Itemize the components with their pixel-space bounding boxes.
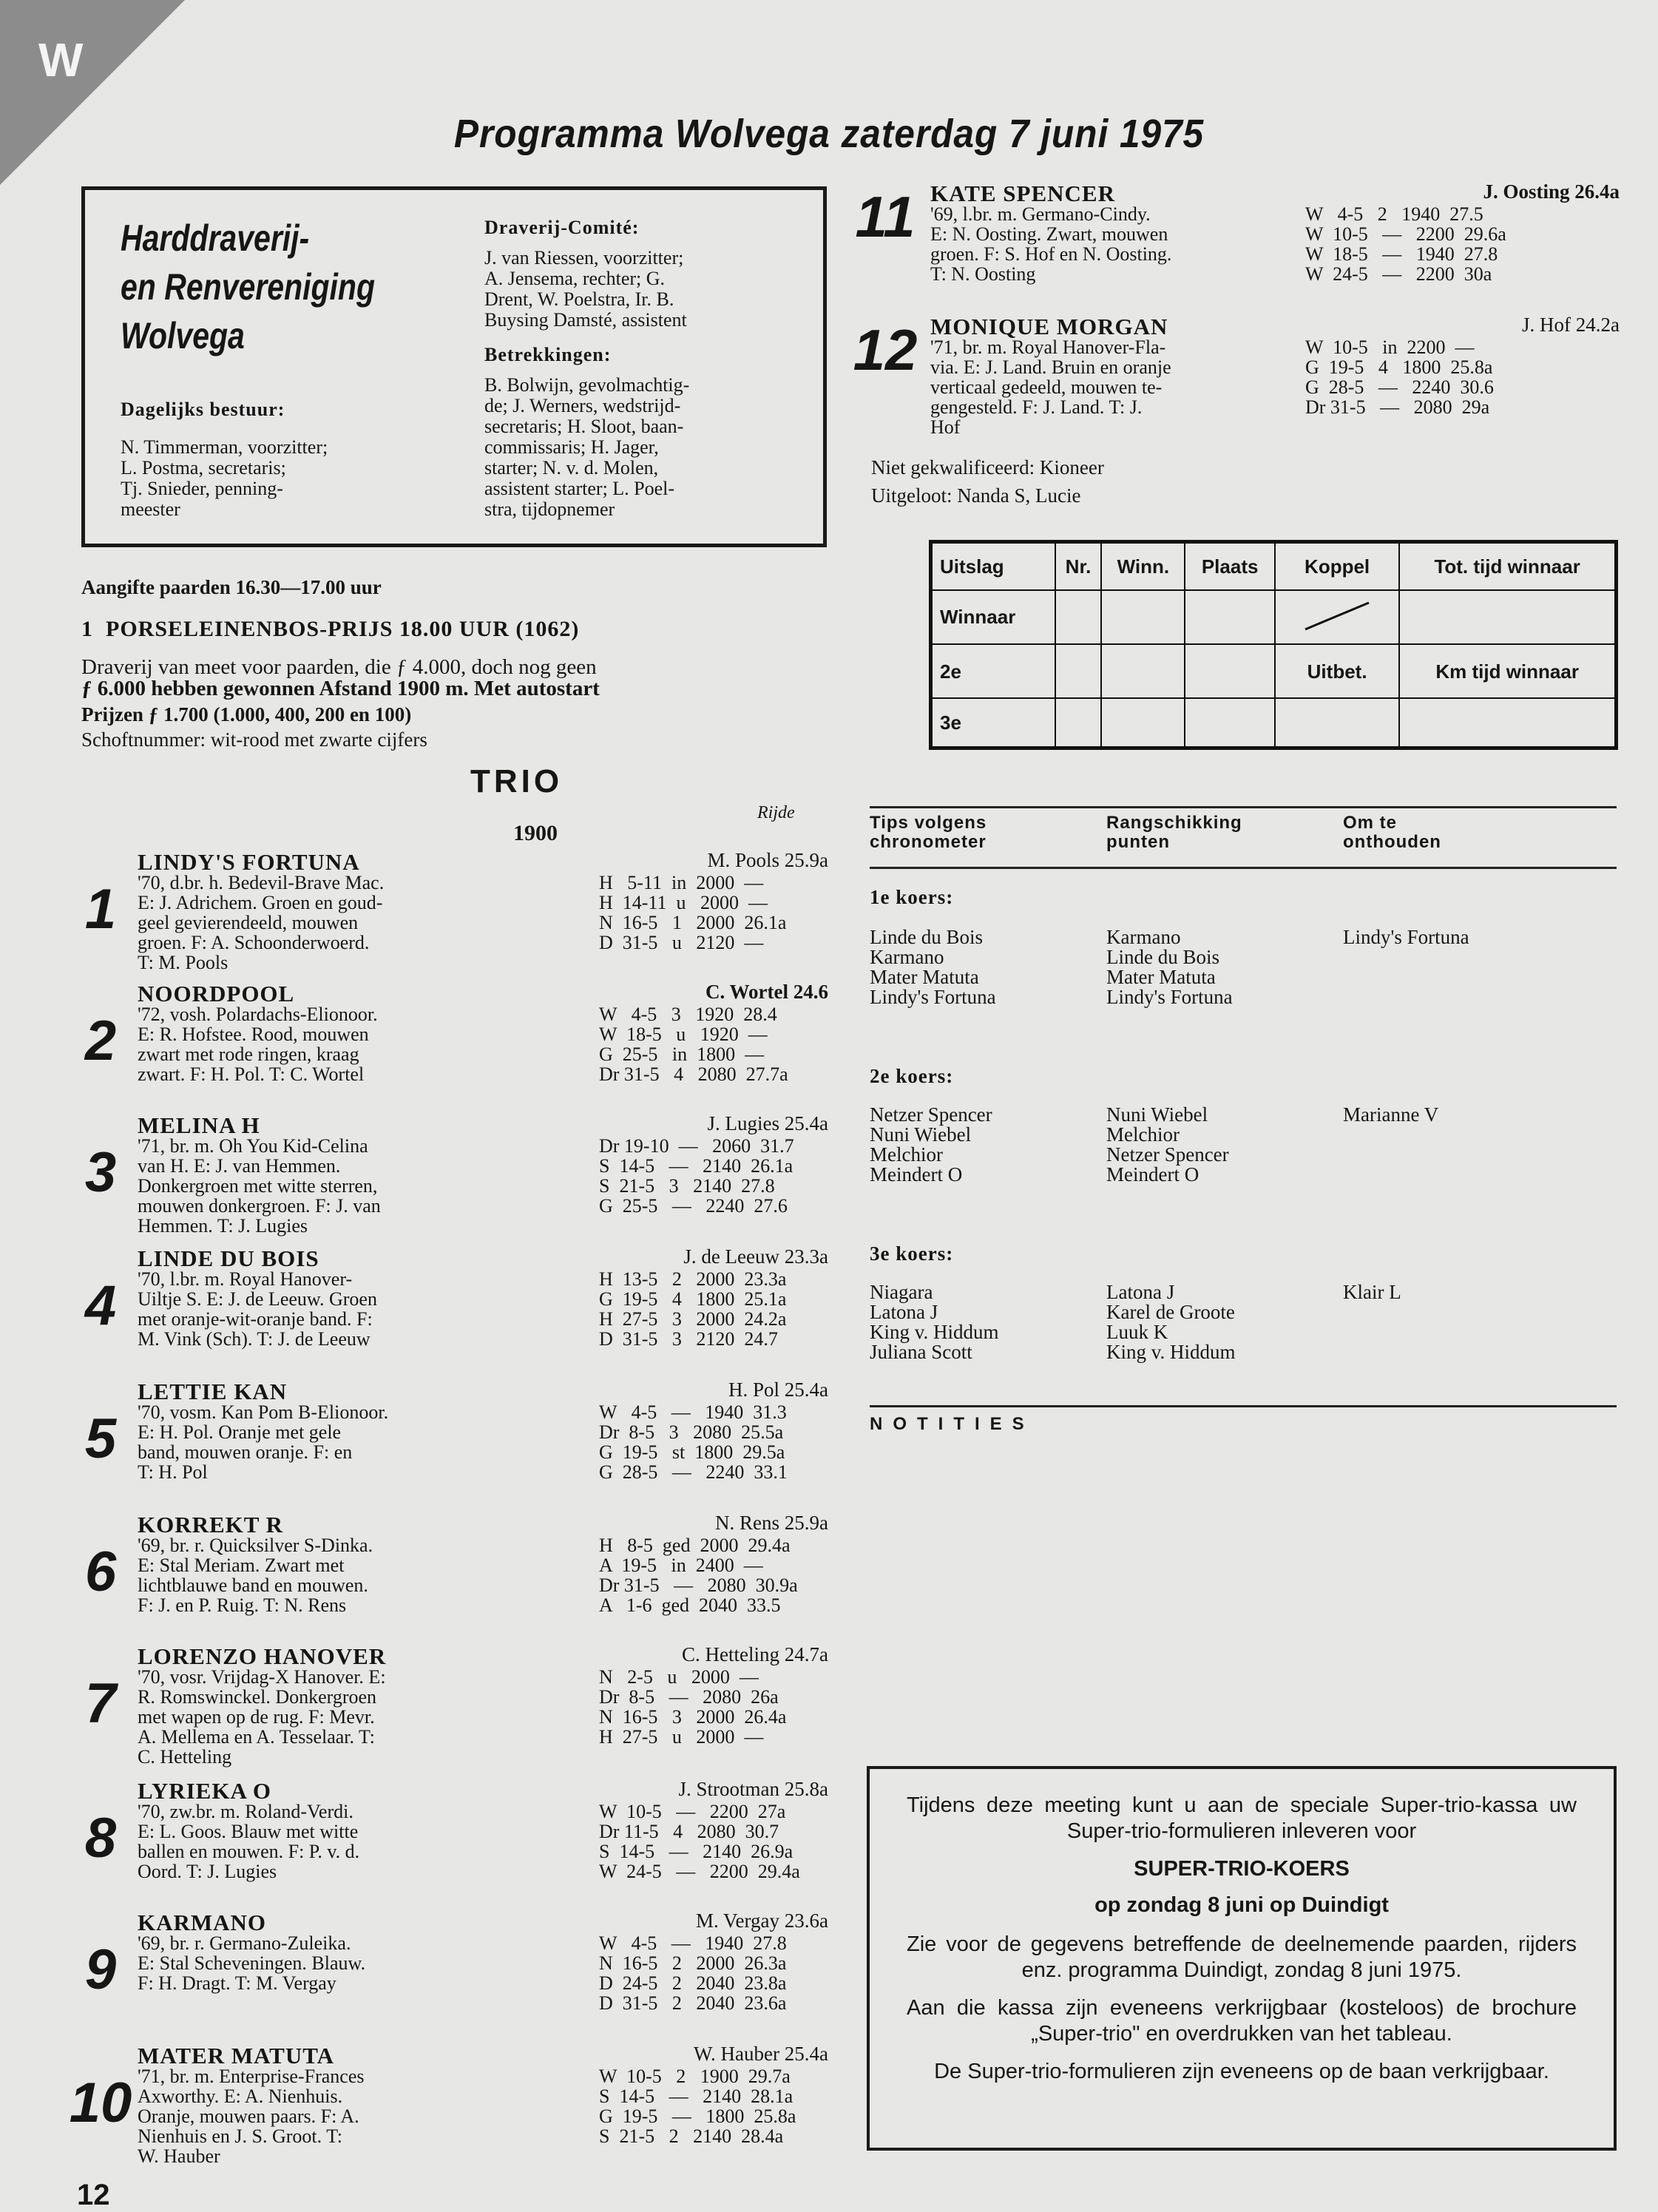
table-cell[interactable] (1055, 644, 1102, 698)
driver-record: J. Hof 24.2a (1522, 314, 1620, 336)
recent-form: H 8-5 ged 2000 29.4a A 19-5 in 2400 — Dr 31-5 — 2080 30.9a A 1-6 ged 2040 33.5 (599, 1535, 798, 1616)
tips-remember: Klair L (1343, 1281, 1401, 1303)
riders-label: Rijde (757, 803, 795, 822)
horse-description: '69, br. r. Germano-Zuleika. E: Stal Scheveningen. Blauw. F: H. Dragt. T: M. Vergay (138, 1932, 366, 1994)
tips-remember: Marianne V (1343, 1103, 1439, 1126)
daily-board-heading: Dagelijks bestuur: (121, 399, 285, 420)
entry-number: 3 (84, 1141, 117, 1204)
driver-record: J. Lugies 25.4a (707, 1112, 828, 1134)
horse-name: LINDE DU BOIS (138, 1245, 319, 1271)
association-box (81, 186, 827, 547)
saddlecloth-info: Schoftnummer: wit-rood met zwarte cijfers (81, 728, 427, 751)
page-title: Programma Wolvega zaterdag 7 juni 1975 (453, 112, 1205, 156)
table-cell[interactable] (1399, 590, 1616, 644)
entry-number: 11 (855, 184, 916, 249)
recent-form: W 4-5 2 1940 27.5 W 10-5 — 2200 29.6a W 18-5 — 1940 27.8 W 24-5 — 2200 30a (1305, 203, 1506, 285)
tips-chronometer-heading: Tips volgens chronometer (870, 813, 987, 852)
race-title: 1 PORSELEINENBOS-PRIJS 18.00 UUR (1062) (81, 617, 580, 641)
notice-subheading: op zondag 8 juni op Duindigt (1094, 1893, 1389, 1917)
horse-name: MATER MATUTA (138, 2043, 335, 2069)
horse-name: MONIQUE MORGAN (930, 314, 1168, 339)
entry-number: 12 (853, 317, 918, 382)
race-tips-heading: 3e koers: (870, 1242, 954, 1265)
association-name-line: Wolvega (121, 315, 245, 356)
horse-description: '71, br. m. Enterprise-Frances Axworthy. E: A. Nienhuis. Oranje, mouwen paars. F: A. Nienhuis en J. S. Groot. T: W. Hauber (138, 2066, 365, 2167)
driver-record: C. Hetteling 24.7a (682, 1643, 828, 1665)
association-name-line: en Renvereniging (121, 266, 376, 308)
table-label: Uitbet. (1275, 644, 1399, 698)
recent-form: W 4-5 — 1940 27.8 N 16-5 2 2000 26.3a D 24-5 2 2040 23.8a D 31-5 2 2040 23.6a (599, 1932, 787, 2014)
driver-record: M. Pools 25.9a (707, 849, 828, 871)
daily-board: N. Timmerman, voorzitter; L. Postma, secretaris; Tj. Snieder, penning- meester (121, 436, 328, 520)
bet-type: TRIO (470, 763, 564, 799)
corner-tab (0, 0, 185, 185)
entry-number: 8 (84, 1807, 117, 1870)
tips-remember: Lindy's Fortuna (1343, 926, 1469, 948)
row-label: 3e (931, 698, 1055, 748)
recent-form: W 4-5 3 1920 28.4 W 18-5 u 1920 — G 25-5 in 1800 — Dr 31-5 4 2080 27.7a (599, 1004, 788, 1085)
race-tips-heading: 1e koers: (870, 886, 954, 908)
committee: J. van Riessen, voorzitter; A. Jensema, rechter; G. Drent, W. Poelstra, Ir. B. Buysing Damsté, assistent (484, 247, 687, 331)
table-label: Km tijd winnaar (1399, 644, 1616, 698)
entry-number: 5 (84, 1407, 117, 1470)
horse-description: '70, vosr. Vrijdag-X Hanover. E: R. Romswinckel. Donkergroen met wapen op de rug. F: Mevr. A. Mellema en A. Tesselaar. T: C. Hetteling (138, 1666, 386, 1768)
entry-number: 2 (84, 1009, 117, 1072)
table-header: Uitslag (931, 542, 1055, 590)
table-header: Koppel (1275, 542, 1399, 590)
table-cell[interactable] (1275, 698, 1399, 748)
notice-paragraph: Zie voor de gegevens betreffende de deelnemende paarden, rijders enz. programma Duindigt, zondag 8 juni 1975. (907, 1932, 1577, 1982)
horse-name: KARMANO (138, 1910, 267, 1935)
tips-points-heading: Rangschikking punten (1106, 813, 1242, 852)
race-prizes: Prijzen ƒ 1.700 (1.000, 400, 200 en 100) (81, 703, 412, 726)
horse-description: '71, br. m. Royal Hanover-Fla- via. E: J. Land. Bruin en oranje verticaal gedeeld, mouwen te- gengesteld. F: J. Land. T: J. Hof (930, 336, 1171, 438)
race-distance: 1900 (513, 821, 558, 845)
divider (870, 806, 1617, 808)
table-cell[interactable] (1055, 698, 1102, 748)
recent-form: H 5-11 in 2000 — H 14-11 u 2000 — N 16-5 1 2000 26.1a D 31-5 u 2120 — (599, 872, 787, 953)
horse-name: LETTIE KAN (138, 1379, 288, 1404)
horse-description: '70, l.br. m. Royal Hanover- Uiltje S. E: J. de Leeuw. Groen met oranje-wit-oranje band. F: M. Vink (Sch). T: J. de Leeuw (138, 1268, 377, 1350)
recent-form: W 10-5 — 2200 27a Dr 11-5 4 2080 30.7 S 14-5 — 2140 26.9a W 24-5 — 2200 29.4a (599, 1801, 800, 1882)
driver-record: W. Hauber 25.4a (694, 2043, 828, 2065)
horse-description: '71, br. m. Oh You Kid-Celina van H. E: J. van Hemmen. Donkergroen met witte sterren, mouwen donkergroen. F: J. van Hemmen. T: J. Lugies (138, 1135, 381, 1237)
horse-name: LYRIEKA O (138, 1778, 271, 1804)
tips-points: Nuni Wiebel Melchior Netzer Spencer Meindert O (1106, 1103, 1229, 1186)
tips-points: Latona J Karel de Groote Luuk K King v. Hiddum (1106, 1281, 1236, 1363)
notice-heading: SUPER-TRIO-KOERS (1134, 1857, 1350, 1881)
row-label: 2e (931, 644, 1055, 698)
table-cell[interactable] (1101, 590, 1185, 644)
horse-description: '72, vosh. Polardachs-Elionoor. E: R. Hofstee. Rood, mouwen zwart met rode ringen, kraag zwart. F: H. Pol. T: C. Wortel (138, 1004, 378, 1085)
entry-number: 10 (69, 2071, 132, 2134)
super-trio-notice (867, 1766, 1617, 2151)
results-table (929, 540, 1618, 750)
tips-points: Karmano Linde du Bois Mater Matuta Lindy's Fortuna (1106, 926, 1233, 1008)
withdrawn: Uitgeloot: Nanda S, Lucie (871, 484, 1081, 507)
table-header: Tot. tijd winnaar (1399, 542, 1616, 590)
entry-number: 4 (84, 1274, 117, 1337)
recent-form: H 13-5 2 2000 23.3a G 19-5 4 1800 25.1a H 27-5 3 2000 24.2a D 31-5 3 2120 24.7 (599, 1268, 787, 1350)
table-header: Winn. (1101, 542, 1185, 590)
table-cell-slash (1275, 590, 1399, 644)
horse-description: '70, d.br. h. Bedevil-Brave Mac. E: J. Adrichem. Groen en goud- geel gevierendeeld, mouwen groen. F: A. Schoonderwoerd. T: M. Pools (138, 872, 385, 973)
horse-description: '69, br. r. Quicksilver S-Dinka. E: Stal Meriam. Zwart met lichtblauwe band en mouwen. F: J. en P. Ruig. T: N. Rens (138, 1535, 373, 1616)
divider (870, 867, 1617, 869)
divider (870, 1405, 1617, 1407)
table-cell[interactable] (1101, 698, 1185, 748)
committee-heading: Draverij-Comité: (484, 217, 640, 238)
race-tips-heading: 2e koers: (870, 1065, 954, 1087)
horse-name: MELINA H (138, 1112, 260, 1138)
recent-form: W 10-5 2 1900 29.7a S 14-5 — 2140 28.1a G 19-5 — 1800 25.8a S 21-5 2 2140 28.4a (599, 2066, 796, 2147)
entry-number: 9 (84, 1938, 117, 2001)
horse-name: LINDY'S FORTUNA (138, 849, 360, 875)
table-cell[interactable] (1185, 590, 1275, 644)
tips-chronometer: Niagara Latona J King v. Hiddum Juliana Scott (870, 1281, 999, 1363)
notice-paragraph: Tijdens deze meeting kunt u aan de speciale Super-trio-kassa uw Super-trio-formulieren inleveren voor (907, 1793, 1577, 1843)
row-label: Winnaar (931, 590, 1055, 644)
race-conditions: ƒ 6.000 hebben gewonnen Afstand 1900 m. Met autostart (81, 677, 600, 700)
driver-record: H. Pol 25.4a (728, 1379, 828, 1401)
association-name (121, 214, 375, 360)
entry-time: Aangifte paarden 16.30—17.00 uur (81, 576, 382, 598)
notice-paragraph: De Super-trio-formulieren zijn eveneens op de baan verkrijgbaar. (934, 2060, 1549, 2083)
association-name-line: Harddraverij- (121, 217, 310, 259)
entry-number: 7 (84, 1672, 117, 1735)
table-header: Nr. (1055, 542, 1102, 590)
table-cell[interactable] (1185, 698, 1275, 748)
recent-form: Dr 19-10 — 2060 31.7 S 14-5 — 2140 26.1a S 21-5 3 2140 27.8 G 25-5 — 2240 27.6 (599, 1135, 794, 1217)
horse-name: KORREKT R (138, 1512, 284, 1538)
slash-mark (1296, 597, 1378, 634)
driver-record: M. Vergay 23.6a (696, 1910, 828, 1932)
driver-record: J. Oosting 26.4a (1483, 180, 1620, 203)
horse-description: '69, l.br. m. Germano-Cindy. E: N. Oosting. Zwart, mouwen groen. F: S. Hof en N. Oosting. T: N. Oosting (930, 203, 1172, 285)
tips-remember-heading: Om te onthouden (1343, 813, 1441, 852)
table-header: Plaats (1185, 542, 1275, 590)
table-cell[interactable] (1185, 644, 1275, 698)
recent-form: W 10-5 in 2200 — G 19-5 4 1800 25.8a G 28-5 — 2240 30.6 Dr 31-5 — 2080 29a (1305, 336, 1494, 418)
page-number: 12 (77, 2179, 110, 2211)
horse-name: KATE SPENCER (930, 180, 1115, 206)
table-cell[interactable] (1399, 698, 1616, 748)
corner-letter: W (38, 33, 84, 87)
entry-number: 1 (84, 878, 117, 941)
not-qualified: Niet gekwalificeerd: Kioneer (871, 456, 1104, 478)
notice-paragraph: Aan die kassa zijn eveneens verkrijgbaar (kosteloos) de brochure „Super-trio" en overdrukken van het tableau. (907, 1996, 1577, 2046)
horse-name: NOORDPOOL (138, 981, 295, 1007)
recent-form: W 4-5 — 1940 31.3 Dr 8-5 3 2080 25.5a G 19-5 st 1800 29.5a G 28-5 — 2240 33.1 (599, 1401, 788, 1483)
driver-record: J. de Leeuw 23.3a (683, 1245, 828, 1268)
officials: B. Bolwijn, gevolmachtig- de; J. Werners, wedstrijd- secretaris; H. Sloot, baan- commissaris; H. Jager, starter; N. v. d. Molen, assistent starter; L. Poel- stra, tijdopnemer (484, 374, 690, 520)
horse-name: LORENZO HANOVER (138, 1643, 387, 1669)
driver-record: C. Wortel 24.6 (706, 981, 828, 1003)
table-cell[interactable] (1101, 644, 1185, 698)
race-conditions: Draverij van meet voor paarden, die ƒ 4.000, doch nog geen (81, 655, 597, 679)
officials-heading: Betrekkingen: (484, 344, 612, 365)
table-cell[interactable] (1055, 590, 1102, 644)
tips-chronometer: Linde du Bois Karmano Mater Matuta Lindy's Fortuna (870, 926, 996, 1008)
notes-area[interactable] (870, 1447, 1617, 1742)
tips-chronometer: Netzer Spencer Nuni Wiebel Melchior Meindert O (870, 1103, 992, 1186)
horse-description: '70, zw.br. m. Roland-Verdi. E: L. Goos. Blauw met witte ballen en mouwen. F: P. v. d. Oord. T: J. Lugies (138, 1801, 360, 1882)
driver-record: J. Strootman 25.8a (678, 1778, 828, 1800)
recent-form: N 2-5 u 2000 — Dr 8-5 — 2080 26a N 16-5 3 2000 26.4a H 27-5 u 2000 — (599, 1666, 787, 1748)
driver-record: N. Rens 25.9a (715, 1512, 828, 1534)
notes-heading: NOTITIES (870, 1414, 1035, 1434)
entry-number: 6 (84, 1540, 117, 1603)
horse-description: '70, vosm. Kan Pom B-Elionoor. E: H. Pol. Oranje met gele band, mouwen oranje. F: en T: H. Pol (138, 1401, 389, 1483)
